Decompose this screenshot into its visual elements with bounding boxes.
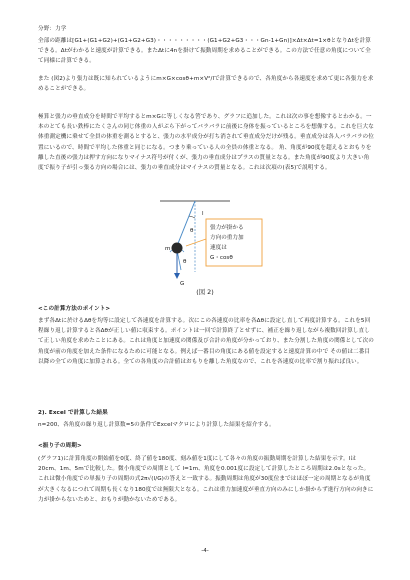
label-theta: θ bbox=[190, 228, 194, 234]
gravity-arrow-head bbox=[174, 273, 180, 279]
figure-caption: (図 2) bbox=[196, 288, 214, 296]
label-l: l bbox=[202, 211, 204, 217]
balance-paragraph: 極算と張力の垂直成分を時間で平均するとm×Gに等しくなる筈であり、グラフに追加した。これは次の事を想像するとわかる。一本のとても長い鉄棒にたくさんの同じ体重の人がぶら下がってバラバラに前後に身体を振っているところを想像する。これを巨大な体重測定機に乗せて全員の体重を測るとすると、張力の水平成分が打ち消されて垂直成分だけが残る。垂直成分は各人バラバラの位置にいるので、時間で平均した体重と同じになる。つまり乗っている人の全員の体重となる。 角、角度が90度を超えるとおもりを離した直後の張力は押す方向になりマイナス符号が付くが、張力の垂直成分はプラスの質量となる。また角度が90度より大きい角度で振り子が引っ張る方向の場合には、張力の垂直成分はマイナスの質量となる。これは次項の(表5)で説明する。 bbox=[38, 114, 374, 172]
tension-paragraph: また (図2)より張力は既に知られているようにm×G×cosθ+m×V²/lで計算できるので、各角度から各速度を求めて更に各張力を求めることができる。 bbox=[38, 76, 374, 93]
callout-line-4: G・cosθ bbox=[210, 255, 233, 261]
label-theta-lower: θ bbox=[183, 259, 187, 265]
points-paragraph: まず各Δtに於けるΔθを均等に設定して各速度を計算する。次にこの各速度の比率を各Δθに設定し直して再度計算する。これを5回程繰り返し計算すると各Δθが正しい値に収束する。ポイントは一回で計算終了とせずに、補正を繰り返しながら複数回計算し直して正しい角度を求めたことにある。これは角度と加速度の関係及び合計の角度が分かっており、また分割した角度の関係として次の角度が前の角度を加えた条件になるために可能となる。例えば一番目の角度にある値を設定すると速度計算の中で その値は二番目以降の全ての角度に加算される。全ての各角度の合計値はおもりを離した角度なので、これを各速度の比率で割り振れば良い。 bbox=[38, 318, 374, 365]
field-label: 分野：力学 bbox=[38, 26, 67, 32]
pendulum-bob bbox=[172, 243, 183, 254]
callout-line-2: 方向の重力加 bbox=[210, 235, 244, 241]
label-g: G bbox=[180, 281, 185, 287]
excel-paragraph: n=200、各角度の繰り返し計算数=5の条件でExcelマクロにより計算した結果を紹介する。 bbox=[38, 422, 275, 428]
period-heading: <振り子の周期> bbox=[38, 443, 82, 449]
callout-pointer bbox=[186, 239, 206, 246]
callout-line-1: 張力が掛かる bbox=[210, 225, 244, 231]
callout-line-3: 速度は bbox=[210, 245, 227, 251]
formula-paragraph: 全部の距離は[G1+(G1+G2)+(G1+G2+G3)・・・・・・・・・(G1+G2+G3・・・Gn-1+Gn)]×Δt×Δt=1×θとなりΔtを計算できる。Δtがわかると速度が計算できる。またΔtに4nを掛けて振動周期を求めることができる。この方法で任意の角度について全て同様に計算できる。 bbox=[38, 38, 371, 65]
angle-arc bbox=[189, 216, 195, 218]
pendulum-string bbox=[177, 201, 195, 246]
points-heading: <この計算方法のポイント> bbox=[38, 306, 111, 312]
period-paragraph: (グラフ1)に計算角度の開始値を0度、終了値を180度、刻み値を1度にして各々の角度の振動周期を計算した結果を示す。lは20cm、1m、5mで比較した。微小角度での周期として l=1m、角度を0.001度に設定して計算したところ周期は2.0sとなった。これは微小角度での単振り子の周期の式2π√(l/G)の答えと一致する。振動周期は角度が30度位まではほぼ一定の周期となるが角度が大きくなるにつれて周期も長くなり180度では無限大となる。これは重力加速度が垂直方向のみにしか掛からず進行方向の向きに力が掛からないためと、おもりが動かないためである。 bbox=[38, 456, 374, 503]
label-m: m bbox=[165, 246, 171, 252]
page-number: -4- bbox=[201, 548, 209, 554]
excel-heading: 2). Excel で計算した結果 bbox=[38, 410, 108, 416]
